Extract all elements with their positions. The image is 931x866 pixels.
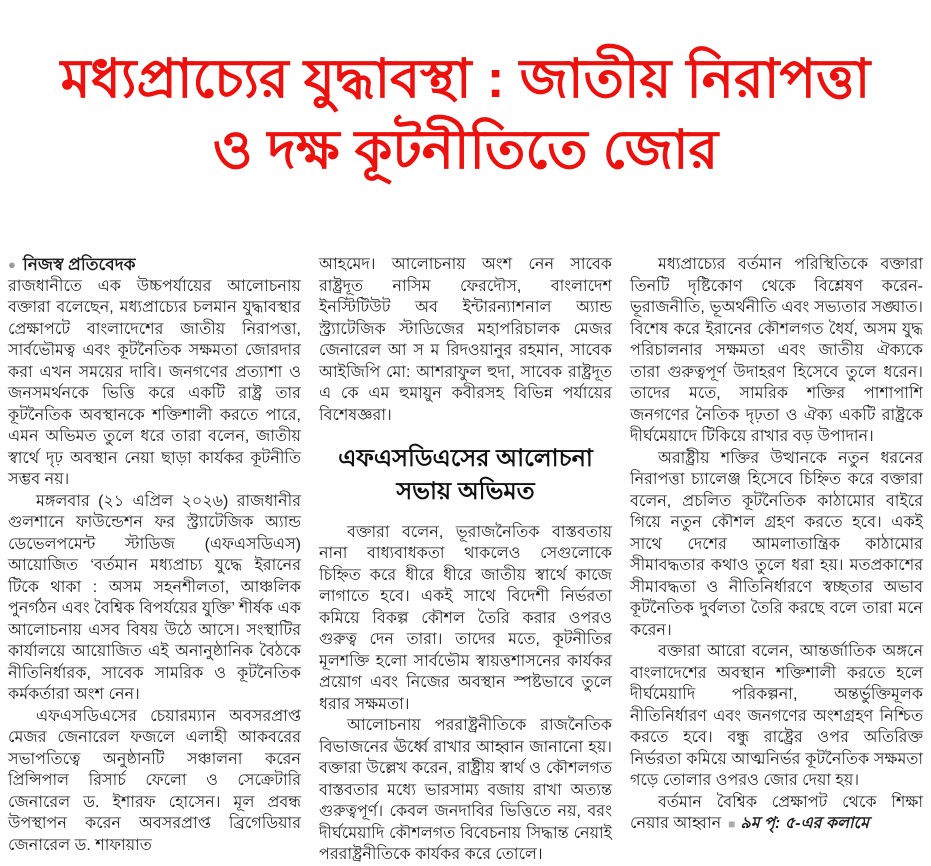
article-column-1 — [8, 254, 301, 856]
article-paragraph: অরাষ্ট্রীয় শক্তির উত্থানকে নতুন ধরনের নিরাপত্তা চ্যালেঞ্জ হিসেবে চিহ্নিত করে বক্তারা বলেন, প্রচলিত কূটনৈতিক কাঠামোর বাইরে গিয়ে নতুন কৌশল গ্রহণ করতে হবে। একই সাথে দেশের আমলাতান্ত্রিক কাঠামোর সীমাবদ্ধতার কথাও তুলে ধরা হয়। মতপ্রকাশের সীমাবদ্ধতা ও নীতিনির্ধারণে স্বচ্ছতার অভাব কূটনৈতিক দুর্বলতা তৈরি করছে বলে তারা মনে করেন। — [630, 449, 923, 639]
continuation-note — [630, 792, 923, 836]
article-paragraph: বক্তারা আরো বলেন, আন্তর্জাতিক অঙ্গনে বাংলাদেশের অবস্থান শক্তিশালী করতে হলে দীর্ঘমেয়াদি পরিকল্পনা, অন্তর্ভুক্তিমূলক নীতিনির্ধারণ এবং জনগণের অংশগ্রহণ নিশ্চিত করতে হবে। বন্ধু রাষ্ট্রের ওপর অতিরিক্ত নির্ভরতা কমিয়ে আত্মনির্ভর কূটনৈতিক সক্ষমতা গড়ে তোলার ওপরও জোর দেয়া হয়। — [630, 643, 923, 790]
article-paragraph: রাজধানীতে এক উচ্চপর্যায়ের আলোচনায় বক্তারা বলেছেন, মধ্যপ্রাচ্যের চলমান যুদ্ধাবস্থার প্রেক্ষাপটে বাংলাদেশের জাতীয় নিরাপত্তা, সার্বভৌমত্ব এবং কূটনৈতিক সক্ষমতা জোরদার করা এখন সময়ের দাবি। জনগণের প্রত্যাশা ও জনসমর্থনকে ভিত্তি করে একটি রাষ্ট্র তার কূটনৈতিক অবস্থানকে শক্তিশালী করতে পারে, এমন অভিমত তুলে ধরে তারা বলেন, জাতীয় স্বার্থে দৃঢ় অবস্থান নেয়া ছাড়া কার্যকর কূটনীতি সম্ভব নয়। — [8, 277, 301, 489]
bullet-circle-icon: ● — [8, 257, 16, 273]
headline-line-2: ও দক্ষ কূটনীতিতে জোর — [212, 120, 719, 181]
section-subhead — [321, 442, 610, 508]
article-paragraph: মধ্যপ্রাচ্যের বর্তমান পরিস্থিতিকে বক্তারা তিনটি দৃষ্টিকোণ থেকে বিশ্লেষণ করেন- ভূরাজনীতি, ভূঅর্থনীতি এবং সভ্যতার সঙ্ঘাত। বিশেষ করে ইরানের কৌশলগত ধৈর্য, অসম যুদ্ধ পরিচালনার সক্ষমতা এবং জাতীয় ঐক্যকে তারা গুরুত্বপূর্ণ উদাহরণ হিসেবে তুলে ধরেন। তাদের মতে, সামরিক শক্তির পাশাপাশি জনগণের নৈতিক দৃঢ়তা ও ঐক্য একটি রাষ্ট্রকে দীর্ঘমেয়াদে টিকিয়ে রাখার বড় উপাদান। — [630, 256, 923, 446]
continuation-lead: বর্তমান বৈশ্বিক প্রেক্ষাপট থেকে শিক্ষা নেয়ার আহ্বান — [630, 793, 923, 833]
article-paragraph: মঙ্গলবার (২১ এপ্রিল ২০২৬) রাজধানীর গুলশানে ফাউন্ডেশন ফর স্ট্র্যাটেজিক অ্যান্ড ডেভেলপমেন্ট স্টাডিজ (এফএসডিএস) আয়োজিত ‘বর্তমান মধ্যপ্রাচ্য যুদ্ধে ইরানের টিকে থাকা : অসম সহনশীলতা, আঞ্চলিক পুনর্গঠন এবং বৈশ্বিক বিপর্যয়ের যুক্তি’ শীর্ষক এক আলোচনায় এসব বিষয় উঠে আসে। সংস্থাটির কার্যালয়ে আয়োজিত এই অনানুষ্ঠানিক বৈঠকে নীতিনির্ধারক, সাবেক সামরিক ও কূটনৈতিক কর্মকর্তারা অংশ নেন। — [8, 492, 301, 704]
newspaper-article-clipping — [0, 36, 931, 864]
headline-line-1: মধ্যপ্রাচ্যের যুদ্ধাবস্থা : জাতীয় নিরাপত্তা — [60, 49, 871, 110]
article-paragraph: এফএসডিএসের চেয়ারম্যান অবসরপ্রাপ্ত মেজর জেনারেল ফজলে এলাহী আকবরের সভাপতিত্বে অনুষ্ঠানটি সঞ্চালনা করেন প্রিন্সিপাল রিসার্চ ফেলো ও সেক্রেটারি জেনারেল ড. ইশারফ হোসেন। মূল প্রবন্ধ উপস্থাপন করেন অবসরপ্রাপ্ত ব্রিগেডিয়ার জেনারেল ড. শাফায়াত — [8, 707, 301, 854]
subhead-line-1: এফএসডিএসের আলোচনা — [338, 445, 593, 473]
article-paragraph: বক্তারা বলেন, ভূরাজনৈতিক বাস্তবতায় নানা বাধ্যবাধকতা থাকলেও সেগুলোকে চিহ্নিত করে ধীরে ধীরে জাতীয় স্বার্থে কাজে লাগাতে হবে। একই সাথে বিদেশী নির্ভরতা কমিয়ে বিকল্প কৌশল তৈরি করার ওপরও গুরুত্ব দেন তারা। তাদের মতে, কূটনীতির মূলশক্তি হলো সার্বভৌম স্বায়ত্তশাসনের কার্যকর প্রয়োগ এবং নিজের অবস্থান স্পষ্টভাবে তুলে ধরার সক্ষমতা। — [319, 523, 612, 713]
byline-text: নিজস্ব প্রতিবেদক — [22, 255, 136, 275]
article-body-columns — [0, 244, 931, 865]
article-headline — [0, 36, 931, 208]
jump-reference: ৯ম পৃ: ৫-এর কলামে — [740, 815, 869, 833]
article-column-2 — [319, 254, 612, 865]
article-paragraph: আলোচনায় পররাষ্ট্রনীতিকে রাজনৈতিক বিভাজনের ঊর্ধ্বে রাখার আহ্বান জানানো হয়। বক্তারা উল্লেখ করেন, রাষ্ট্রীয় স্বার্থ ও কৌশলগত বাস্তবতার মধ্যে ভারসাম্য বজায় রাখা অত্যন্ত গুরুত্বপূর্ণ। কেবল জনদাবির ভিত্তিতে নয়, বরং দীর্ঘমেয়াদি কৌশলগত বিবেচনায় সিদ্ধান্ত নেয়াই পররাষ্ট্রনীতিকে কার্যকর করে তোলে। — [319, 717, 612, 864]
square-bullet-icon: ■ — [728, 817, 736, 832]
article-paragraph: আহমেদ। আলোচনায় অংশ নেন সাবেক রাষ্ট্রদূত নাসিম ফেরদৌস, বাংলাদেশ ইনস্টিটিউট অব ইন্টারন্যাশনাল অ্যান্ড স্ট্র্যাটেজিক স্টাডিজের মহাপরিচালক মেজর জেনারেল আ স ম রিদওয়ানুর রহমান, সাবেক আইজিপি মো: আশরাফুল হুদা, সাবেক রাষ্ট্রদূত এ কে এম হুমায়ুন কবীরসহ বিভিন্ন পর্যায়ের বিশেষজ্ঞরা। — [319, 256, 612, 424]
byline — [8, 254, 301, 276]
article-column-3 — [630, 254, 923, 836]
subhead-line-2: সভায় অভিমত — [396, 478, 535, 506]
